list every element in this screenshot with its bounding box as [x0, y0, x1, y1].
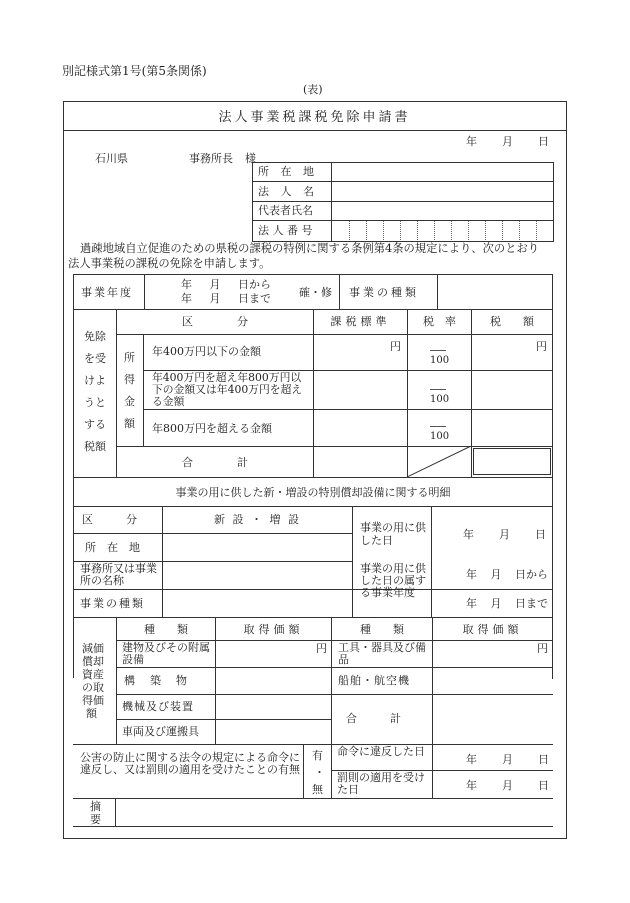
exempt-label-2: を受 [84, 352, 106, 365]
penalty-month: 月 [502, 779, 513, 792]
asset-label-4: の取 [82, 681, 104, 694]
col-kind-left: 種 類 [144, 623, 188, 636]
row1-label: 年400万円以下の金額 [152, 345, 261, 358]
row2-amount-field[interactable] [473, 372, 551, 408]
asset-building-yen: 円 [316, 642, 327, 655]
exempt-label-6: 税額 [84, 440, 106, 453]
row3-rate-denominator: 100 [430, 431, 450, 442]
total-label: 合 計 [182, 456, 248, 469]
violated-date-label: 命令に違反した日 [337, 745, 425, 758]
violated-month: 月 [502, 753, 513, 766]
asset-total-price[interactable] [434, 696, 551, 743]
row2-standard-field[interactable] [315, 372, 405, 408]
row3-amount-field[interactable] [473, 411, 551, 445]
violated-year: 年 [466, 753, 477, 766]
income-label-3: 金 [124, 395, 135, 408]
business-type-label: 事業の種類 [349, 286, 419, 299]
corp-number-field[interactable] [333, 222, 551, 239]
date-month: 月 [502, 135, 513, 148]
representative-field[interactable] [333, 203, 551, 219]
remarks-label-2: 要 [90, 813, 101, 826]
asset-ships: 船舶・航空機 [338, 674, 410, 687]
row1-amount-field[interactable] [473, 352, 551, 369]
detail-shinsetsu-label: 新 設 ・ 増 設 [214, 513, 301, 526]
representative-label: 代表者氏名 [258, 204, 313, 217]
asset-label-3: 資産 [82, 668, 104, 681]
asset-structure-price[interactable] [217, 669, 330, 693]
violation-question: 公害の防止に関する法令の規定による命令に違反し、又は罰則の適用を受けたことの有無 [80, 751, 300, 776]
remarks-label-1: 摘 [90, 800, 101, 813]
corp-name-label: 法 人 名 [258, 185, 318, 198]
corp-name-field[interactable] [333, 183, 551, 200]
declaration-line-1: 過疎地域自立促進のための県税の課税の特例に関する条例第4条の規定により、次のとおり [80, 242, 540, 255]
asset-structure: 構 築 物 [124, 674, 189, 687]
col-kubun: 区 分 [182, 315, 248, 328]
declaration-line-2: 法人事業税の課税の免除を申請します。 [68, 257, 271, 270]
row2-label: 年400万円を超え年800万円以下の金額又は年400万円を超える金額 [152, 371, 303, 408]
fiscal-year-from: 年 月 日から [181, 278, 271, 291]
col-price-right: 取得価額 [462, 623, 523, 636]
addressee-prefecture: 石川県 [95, 152, 128, 165]
violation-no[interactable]: 無 [312, 783, 323, 796]
violation-yes[interactable]: 有 [312, 749, 323, 762]
addressee-honorific: 様 [245, 152, 256, 165]
asset-label-6: 額 [86, 707, 97, 720]
fiscal-period-from: 年 月 日から [466, 568, 548, 581]
asset-tools-yen: 円 [537, 642, 548, 655]
rate-diagonal-slash [407, 446, 472, 477]
asset-building-price[interactable] [217, 656, 330, 666]
asset-vehicles-price[interactable] [217, 721, 330, 743]
col-tax-standard: 課税標準 [330, 315, 391, 328]
row2-rate-denominator: 100 [430, 394, 450, 405]
exempt-label-1: 免除 [84, 330, 106, 343]
row3-label: 年800万円を超える金額 [152, 422, 272, 435]
total-amount-box[interactable] [473, 448, 551, 475]
violation-dot: ・ [314, 766, 325, 779]
col-tax-amount: 税 額 [490, 315, 534, 328]
exempt-label-5: する [84, 418, 106, 431]
row1-yen: 円 [390, 340, 401, 353]
detail-address-label: 所 在 地 [85, 541, 140, 554]
detail-business-type-label: 事業の種類 [80, 597, 145, 610]
form-side-label: (表) [303, 83, 323, 96]
used-date-day: 日 [535, 528, 546, 541]
detail-address-field[interactable] [164, 535, 351, 560]
remarks-field[interactable] [117, 800, 552, 825]
row1-rate-denominator: 100 [430, 355, 450, 366]
violated-day: 日 [538, 753, 549, 766]
detail-kubun-label: 区 分 [82, 513, 137, 526]
income-label-2: 得 [124, 373, 135, 386]
detail-business-type-field[interactable] [164, 591, 351, 616]
asset-vehicles: 車両及び運搬具 [122, 725, 199, 738]
penalty-day: 日 [538, 779, 549, 792]
col-kind-right: 種 類 [360, 623, 404, 636]
form-title: 法人事業税課税免除申請書 [218, 110, 411, 125]
asset-machinery-price[interactable] [217, 696, 330, 718]
corp-number-label: 法 人 番 号 [258, 224, 313, 237]
business-type-field[interactable] [439, 276, 551, 308]
kakushu-mark[interactable]: 確・修 [299, 286, 332, 299]
income-label-1: 所 [124, 351, 135, 364]
col-price-left: 取得価額 [243, 623, 304, 636]
detail-office-name-field[interactable] [164, 563, 351, 588]
used-date-label: 事業の用に供した日 [360, 521, 426, 547]
asset-machinery: 機械及び装置 [122, 700, 194, 713]
penalty-date-label: 罰則の適用を受けた日 [337, 771, 425, 796]
asset-label-5: 得価 [82, 694, 104, 707]
fiscal-period-to: 年 月 日まで [466, 597, 548, 610]
used-date-year: 年 [463, 528, 474, 541]
asset-label-1: 減価 [82, 642, 104, 655]
address-field[interactable] [333, 163, 551, 180]
col-tax-rate: 税 率 [423, 315, 456, 328]
used-date-month: 月 [499, 528, 510, 541]
row1-amount-yen: 円 [536, 340, 547, 353]
asset-label-2: 償却 [82, 655, 104, 668]
exempt-label-3: けよ [84, 374, 106, 387]
asset-tools-price[interactable] [434, 656, 551, 666]
income-label-4: 額 [124, 417, 135, 430]
asset-tools: 工具・器具及び備品 [338, 641, 426, 666]
asset-ships-price[interactable] [434, 669, 551, 693]
form-reference: 別記様式第1号(第5条関係) [62, 64, 207, 78]
fiscal-year-label: 事業年度 [81, 286, 133, 299]
detail-title: 事業の用に供した新・増設の特別償却設備に関する明細 [175, 486, 451, 499]
asset-total-label: 合 計 [346, 712, 401, 725]
date-year: 年 [466, 135, 477, 148]
date-day: 日 [538, 135, 549, 148]
total-standard-field[interactable] [315, 448, 405, 475]
detail-shinsetsu-field[interactable] [164, 508, 351, 532]
fiscal-year-to: 年 月 日まで [181, 292, 271, 305]
penalty-year: 年 [466, 779, 477, 792]
fiscal-period-label: 事業の用に供した日の属する事業年度 [360, 562, 426, 599]
addressee-office: 事務所長 [189, 152, 233, 165]
detail-office-name-label: 事務所又は事業所の名称 [80, 562, 157, 587]
row1-standard-field[interactable] [315, 352, 405, 369]
row3-standard-field[interactable] [315, 411, 405, 445]
asset-building: 建物及びその附属設備 [122, 641, 210, 666]
address-label: 所 在 地 [258, 165, 318, 178]
exempt-label-4: うと [84, 396, 106, 409]
